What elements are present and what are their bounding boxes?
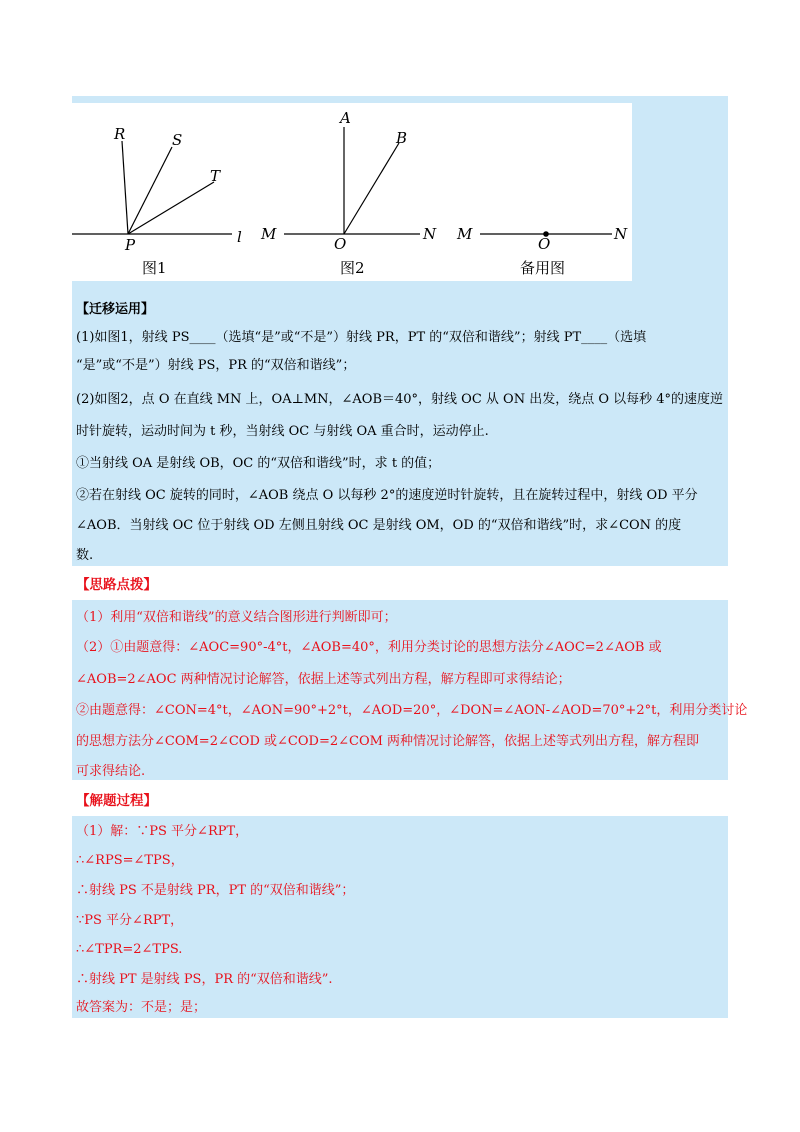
label-N2: N [423, 225, 437, 243]
hint-line: （2）①由题意得：∠AOC=90°-4°t，∠AOB=40°，利用分类讨论的思想方法分∠AOC=2∠AOB 或 [76, 640, 662, 655]
caption-fig1: 图1 [142, 259, 167, 277]
hint-line: ②由题意得：∠CON=4°t，∠AON=90°+2°t，∠AOD=20°，∠DON=∠AON-∠AOD=70°+2°t，利用分类讨论 [76, 703, 748, 718]
hint-block [72, 600, 728, 780]
label-l: l [237, 228, 242, 246]
label-B: B [396, 129, 408, 147]
solution-line: ∴∠TPR=2∠TPS. [76, 942, 183, 957]
solution-line: ∴射线 PT 是射线 PS，PR 的“双倍和谐线”. [76, 972, 333, 987]
label-T: T [210, 167, 221, 185]
label-M3: M [457, 225, 473, 243]
caption-fig2: 图2 [340, 259, 365, 277]
solution-line: 故答案为：不是；是； [76, 1000, 207, 1015]
hint-line: 可求得结论. [76, 764, 146, 779]
label-R: R [114, 125, 126, 143]
problem-line: 时针旋转，运动时间为 t 秒，当射线 OC 与射线 OA 重合时，运动停止. [76, 424, 489, 439]
label-O2: O [334, 235, 347, 253]
problem-heading: 【迁移运用】 [76, 302, 155, 317]
problem-line: 数. [76, 548, 94, 563]
hint-line: 的思想方法分∠COM=2∠COD 或∠COD=2∠COM 两种情况讨论解答，依据上述等式列出方程，解方程即 [76, 734, 700, 749]
hint-heading: 【思路点拨】 [76, 577, 157, 593]
label-M2: M [261, 225, 277, 243]
problem-line: “是”或“不是”）射线 PS，PR 的“双倍和谐线”； [76, 358, 356, 373]
caption-fig3: 备用图 [520, 259, 566, 277]
solution-line: ∵PS 平分∠RPT， [76, 913, 184, 928]
problem-line: ①当射线 OA 是射线 OB，OC 的“双倍和谐线”时，求 t 的值； [76, 456, 441, 471]
hint-line: ∠AOB=2∠AOC 两种情况讨论解答，依据上述等式列出方程，解方程即可求得结论； [76, 672, 571, 687]
solution-line: ∴射线 PS 不是射线 PR，PT 的“双倍和谐线”； [76, 883, 355, 898]
problem-line: ∠AOB．当射线 OC 位于射线 OD 左侧且射线 OC 是射线 OM，OD 的“双倍和谐线”时，求∠CON 的度 [76, 518, 682, 533]
hint-line: （1）利用“双倍和谐线”的意义结合图形进行判断即可； [76, 610, 397, 625]
problem-line: (2)如图2，点 O 在直线 MN 上，OA⊥MN，∠AOB＝40°，射线 OC 从 ON 出发，绕点 O 以每秒 4°的速度逆 [76, 392, 724, 407]
label-O3: O [538, 235, 551, 253]
label-N3: N [614, 225, 628, 243]
label-P: P [125, 236, 136, 254]
figures [72, 103, 632, 281]
label-S: S [172, 131, 183, 149]
solution-line: ∴∠RPS=∠TPS， [76, 853, 184, 868]
solution-line: （1）解：∵PS 平分∠RPT， [76, 824, 249, 839]
solution-heading: 【解题过程】 [76, 793, 157, 809]
problem-line: (1)如图1，射线 PS____（选填“是”或“不是”）射线 PR，PT 的“双倍和谐线”；射线 PT____（选填 [76, 330, 647, 345]
label-A: A [340, 109, 351, 127]
problem-line: ②若在射线 OC 旋转的同时，∠AOB 绕点 O 以每秒 2°的速度逆时针旋转，且在旋转过程中，射线 OD 平分 [76, 488, 698, 503]
